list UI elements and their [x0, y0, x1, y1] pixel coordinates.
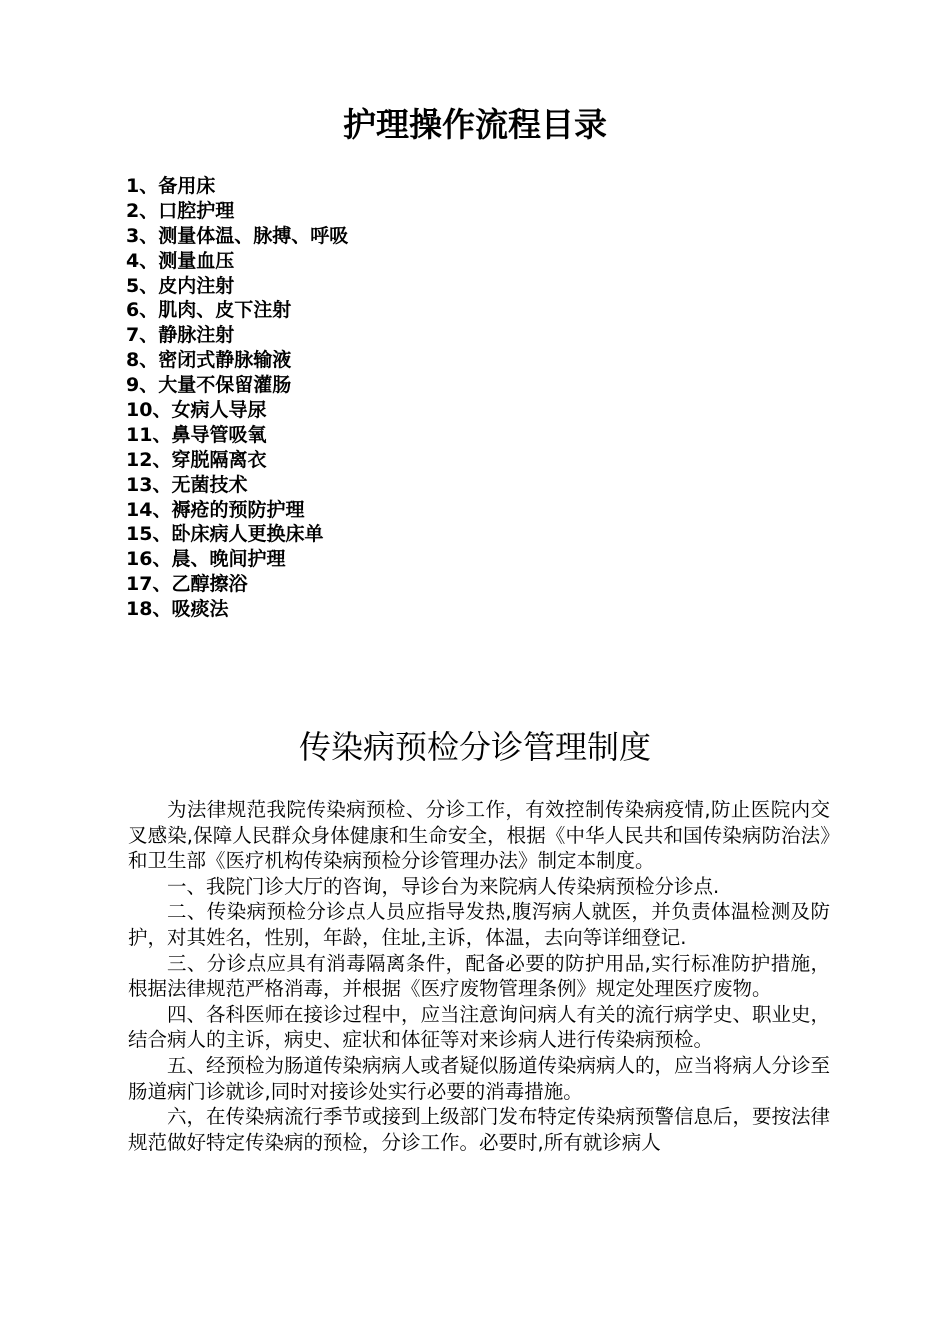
policy-paragraph: 三、分诊点应具有消毒隔离条件，配备必要的防护用品,实行标准防护措施，根据法律规范严格消毒，并根据《医疗废物管理条例》规定处理医疗废物。	[128, 951, 830, 1001]
policy-paragraph: 一、我院门诊大厅的咨询，导诊台为来院病人传染病预检分诊点.	[167, 874, 720, 898]
toc-item: 8、密闭式静脉输液	[126, 349, 292, 372]
toc-item: 5、皮内注射	[126, 274, 235, 297]
policy-paragraph: 五、经预检为肠道传染病病人或者疑似肠道传染病病人的，应当将病人分诊至肠道病门诊就诊,同时对接诊处实行必要的消毒措施。	[128, 1053, 830, 1103]
toc-item: 15、卧床病人更换床单	[126, 523, 324, 546]
policy-paragraph: 二、传染病预检分诊点人员应指导发热,腹泻病人就医，并负责体温检测及防护，对其姓名，性别，年龄，住址,主诉，体温，去向等详细登记.	[128, 900, 830, 949]
policy-body	[128, 797, 830, 1257]
toc-list	[126, 174, 348, 622]
toc-item: 3、测量体温、脉搏、呼吸	[126, 224, 349, 247]
toc-item: 1、备用床	[126, 175, 216, 197]
toc-item: 18、吸痰法	[126, 598, 229, 621]
toc-item: 2、口腔护理	[126, 199, 235, 222]
toc-item: 6、肌肉、皮下注射	[126, 299, 292, 322]
toc-title: 护理操作流程目录	[343, 105, 607, 144]
toc-item: 17、乙醇擦浴	[126, 573, 248, 596]
policy-paragraph: 四、各科医师在接诊过程中，应当注意询问病人有关的流行病学史、职业史，结合病人的主诉，病史、症状和体征等对来诊病人进行传染病预检。	[128, 1002, 830, 1052]
toc-item: 4、测量血压	[126, 249, 235, 272]
toc-item: 14、褥疮的预防护理	[126, 498, 305, 521]
toc-item: 7、静脉注射	[126, 324, 235, 347]
toc-item: 9、大量不保留灌肠	[126, 374, 292, 397]
policy-paragraph: 为法律规范我院传染病预检、分诊工作，有效控制传染病疫情,防止医院内交叉感染,保障人民群众身体健康和生命安全，根据《中华人民共和国传染病防治法》和卫生部《医疗机构传染病预检分诊管理办法》制定本制度。	[128, 798, 830, 873]
toc-item: 12、穿脱隔离衣	[126, 448, 267, 471]
toc-item: 16、晨、晚间护理	[126, 548, 286, 571]
policy-paragraph: 六，在传染病流行季节或接到上级部门发布特定传染病预警信息后，要按法律规范做好特定传染病的预检，分诊工作。必要时,所有就诊病人	[128, 1105, 830, 1154]
toc-item: 13、无菌技术	[126, 473, 248, 496]
toc-item: 10、女病人导尿	[126, 399, 267, 422]
policy-title: 传染病预检分诊管理制度	[298, 728, 651, 766]
toc-item: 11、鼻导管吸氧	[126, 423, 267, 446]
